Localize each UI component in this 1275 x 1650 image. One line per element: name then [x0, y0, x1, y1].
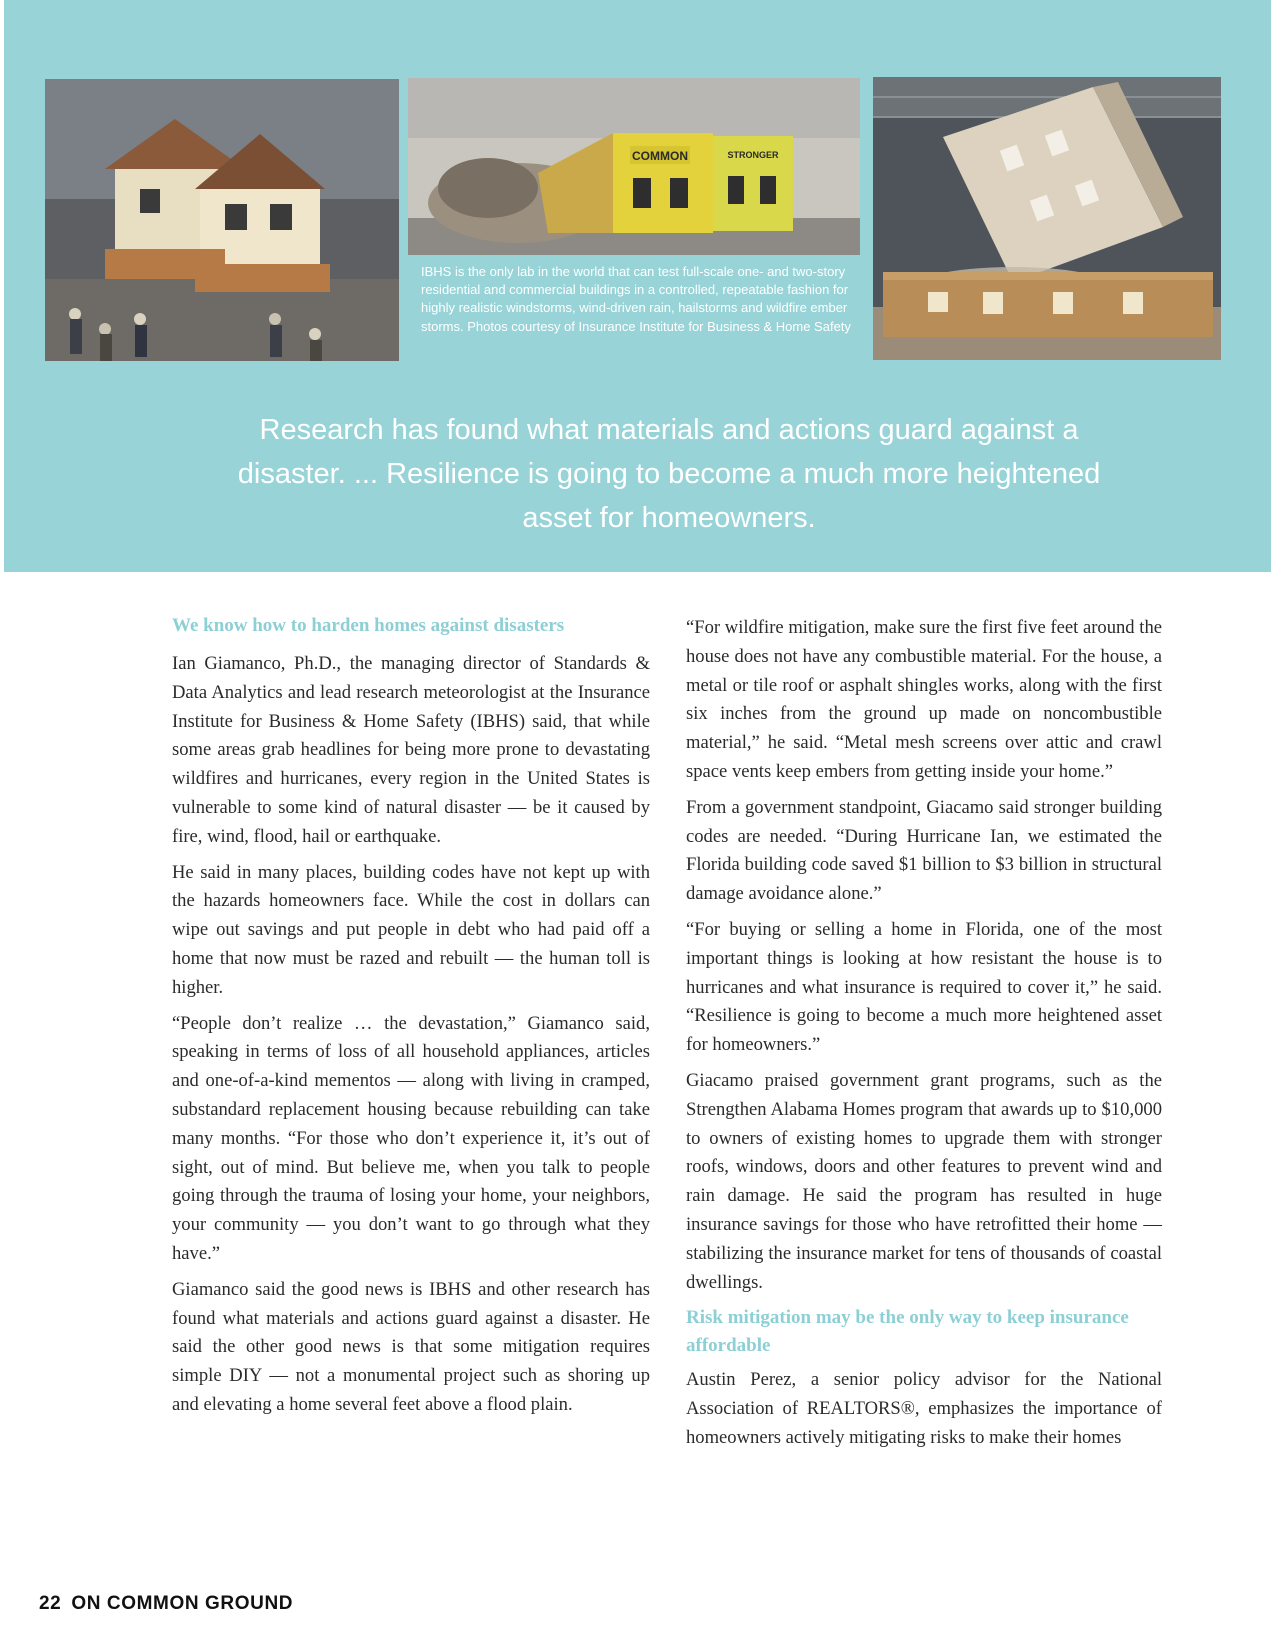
article-paragraph: He said in many places, building codes have not kept up with the hazards homeowners face. While the cost in dollars can wipe out savings and put people in debt who had paid off a home that now must be razed and rebuilt — the human toll is higher.	[172, 861, 650, 998]
article-paragraph: From a government standpoint, Giacamo said stronger building codes are needed. “During Hurricane Ian, we estimated the Florida building code saved $1 billion to $3 billion in structural damage avoidance alone.”	[686, 796, 1162, 905]
article-paragraph: Austin Perez, a senior policy advisor for the National Association of REALTORS®, emphasizes the importance of homeowners actively mitigating risks to make their homes	[686, 1369, 1162, 1448]
article-paragraph: “For wildfire mitigation, make sure the first five feet around the house does not have any combustible material. For the house, a metal or tile roof or asphalt shingles works, along with the first six inches from the ground up made on noncombustible material,” he said. “Metal mesh screens over attic and crawl space vents keep embers from getting inside your home.”	[686, 617, 1162, 782]
article-paragraph: “For buying or selling a home in Florida, one of the most important things is looking at how resistant the house is to hurricanes and what insurance is required to cover it,” he said. “Resilience is going to become a much more heightened asset for homeowners.”	[686, 918, 1162, 1056]
common-stronger-wind-test-photo	[408, 78, 860, 255]
collapsing-house-test-photo	[873, 77, 1221, 360]
photo-caption: IBHS is the only lab in the world that can test full-scale one- and two-story residential and commercial buildings in a controlled, repeatable fashion for highly realistic windstorms, wind-driven rain, hailstorms and wildfire ember storms. Photos courtesy of Insurance Institute for Business & Home Safety	[421, 264, 851, 334]
article-right-column	[686, 614, 1162, 1460]
pull-quote: Research has found what materials and actions guard against a disaster. ... Resilience is going to become a much more heightened asset for homeowners.	[237, 414, 1101, 534]
article-paragraph: Giacamo praised government grant programs, such as the Strengthen Alabama Homes program that awards up to $10,000 to owners of existing homes to upgrade them with stronger roofs, windows, doors and other features to prevent wind and rain damage. He said the program has resulted in huge insurance savings for those who have retrofitted their home — stabilizing the insurance market for tens of thousands of coastal dwellings.	[686, 1069, 1162, 1293]
top-banner	[4, 0, 1271, 572]
section-heading: We know how to harden homes against disasters	[172, 615, 565, 636]
section-heading: Risk mitigation may be the only way to keep insurance affordable	[686, 1307, 1129, 1357]
stronger-sign-text: STRONGER	[727, 150, 779, 160]
common-sign-text: COMMON	[632, 149, 688, 163]
article-paragraph: Giamanco said the good news is IBHS and other research has found what materials and actions guard against a disaster. He said the other good news is that some mitigation requires simple DIY — not a monumental project such as shoring up and elevating a home several feet above a flood plain.	[172, 1278, 650, 1415]
page-footer	[39, 1593, 303, 1615]
article-paragraph: “People don’t realize … the devastation,” Giamanco said, speaking in terms of loss of all household appliances, articles and one-of-a-kind mementos — along with living in cramped, substandard replacement housing because rebuilding can take many months. “For those who don’t experience it, it’s out of sight, out of mind. But believe me, when you talk to people going through the trauma of losing your home, your neighbors, your community — you don’t want to go through what they have.”	[172, 1012, 650, 1264]
article-left-column	[172, 612, 650, 1427]
publication-name: ON COMMON GROUND	[71, 1593, 294, 1614]
two-story-test-house-photo	[45, 79, 399, 361]
page-number: 22	[39, 1593, 62, 1614]
article-paragraph: Ian Giamanco, Ph.D., the managing director of Standards & Data Analytics and lead research meteorologist at the Insurance Institute for Business & Home Safety (IBHS) said, that while some areas grab headlines for being more prone to devastating wildfires and hurricanes, every region in the United States is vulnerable to some kind of natural disaster — be it caused by fire, wind, flood, hail or earthquake.	[172, 653, 650, 847]
